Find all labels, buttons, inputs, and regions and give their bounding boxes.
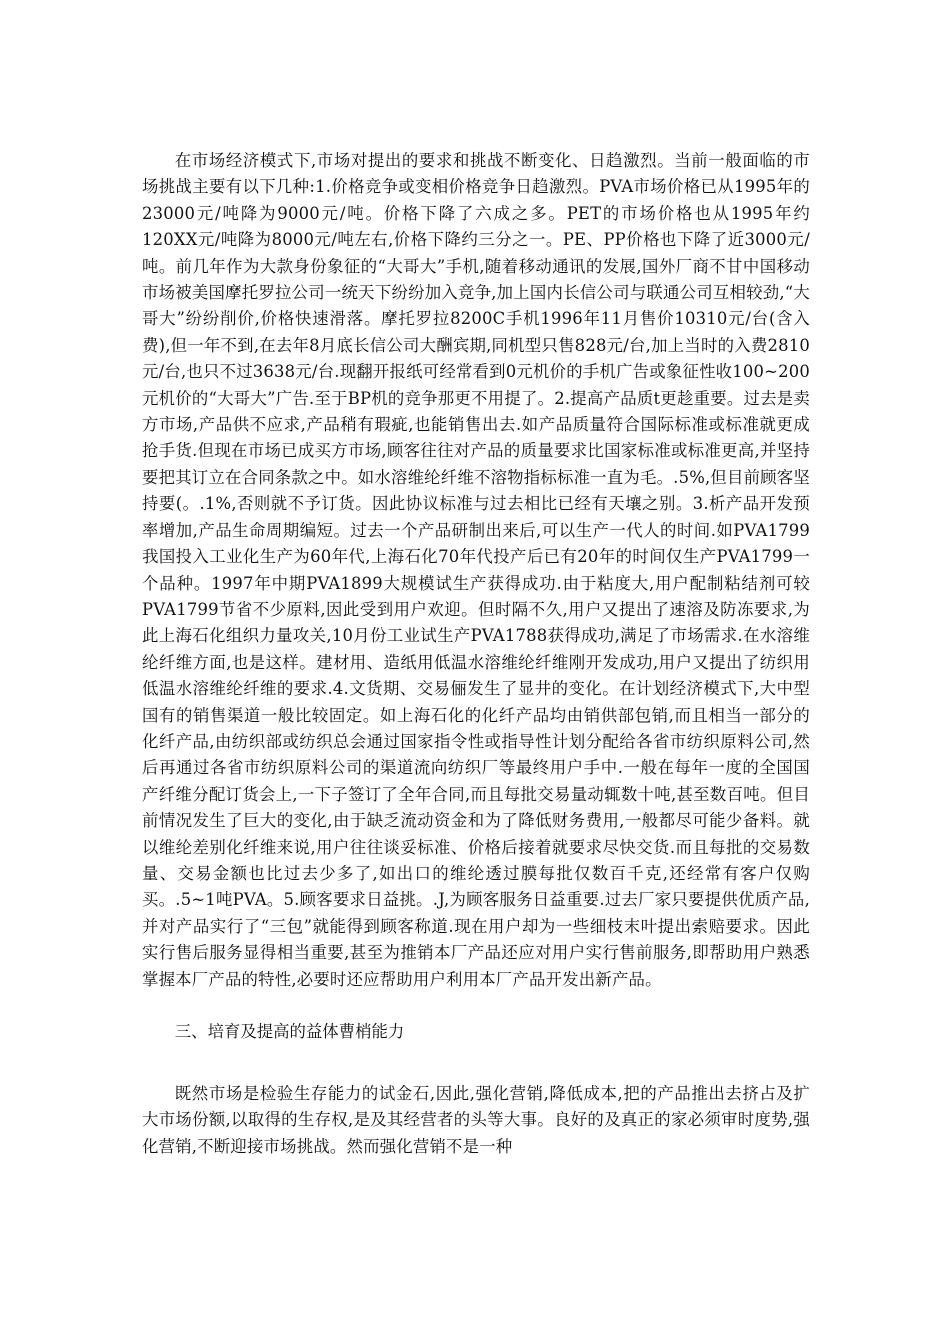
body-paragraph-market-challenges: 在市场经济模式下,市场对提出的要求和挑战不断变化、日趋激烈。当前一般面临的市场挑战主要有以下几种:1.价格竞争或变相价格竞争日趋激烈。PVA市场价格已从1995年的23000元/吨降为9000元/吨。价格下降了六成之多。PET的市场价格也从1995年约120XX元/吨降为8000元/吨左右,价格下降约三分之一。PE、PP价格也下降了近3000元/吨。前几年作为大款身份象征的“大哥大”手机,随着移动通讯的发展,国外厂商不甘中国移动市场被美国摩托罗拉公司一统天下纷纷加入竞争,加上国内长信公司与联通公司互相较劲,“大哥大”纷纷削价,价格快速滑落。摩托罗拉8200C手机1996年11月售价10310元/台(含入费),但一年不到,在去年8月底长信公司大酬宾期,同机型只售828元/台,加上当时的入费2810元/台,也只不过3638元/台.现翻开报纸可经常看到0元机价的手机广告或象征性收100~200元机价的“大哥大”广告.至于BP机的竞争那更不用提了。2.提高产品质t更趁重要。过去是卖方市场,产品供不应求,产品稍有瑕疵,也能销售出去.如产品质量符合国际标准或标准就更成抢手货.但现在市场已成买方市场,顾客往往对产品的质量要求比国家标准或标准更高,并坚持要把其订立在合同条款之中。如水溶维纶纤维不溶物指标标准一直为毛。.5%,但目前顾客坚持要(。.1%,否则就不予订货。因此协议标准与过去相比已经有天壤之别。3.析产品开发预率增加,产品生命周期编短。过去一个产品研制出来后,可以生产一代人的时间.如PVA1799我国投入工业化生产为60年代,上海石化70年代投产后已有20年的时间仅生产PVA1799一个品种。1997年中期PVA1899大规模试生产获得成功.由于粘度大,用户配制粘结剂可较PVA1799节省不少原料,因此受到用户欢迎。但时隔不久,用户又提出了速溶及防冻要求,为此上海石化组织力量攻关,10月份工业试生产PVA1788获得成功,满足了市场需求.在水溶维纶纤维方面,也是这样。建材用、造纸用低温水溶维纶纤维刚开发成功,用户又提出了纺织用低温水溶维纶纤维的要求.4.文货期、交易俪发生了显井的变化。在计划经济模式下,大中型国有的销售渠道一般比较固定。如上海石化的化纤产品均由销供部包销,而且相当一部分的化纤产品,由纺织部或纺织总会通过国家指令性或指导性计划分配给各省市纺织原料公司,然后再通过各省市纺织原料公司的渠道流向纺织厂等最终用户手中.一般在每年一度的全国国产纤维分配订货会上,一下子签订了全年合同,而且每批交易量动辄数十吨,甚至数百吨。但目前情况发生了巨大的变化,由于缺乏流动资金和为了降低财务费用,一般都尽可能少备料。就以维纶差别化纤维来说,用户往往谈妥标准、价格后接着就要求尽快交货.而且每批的交易数量、交易金额也比过去少多了,如出口的维纶透过膜每批仅数百千克,还经常有客户仅购买。.5~1吨PVA。5.顾客要求日益挑。.J,为顾客服务日益重要.过去厂家只要提供优质产品,并对产品实行了“三包”就能得到顾客称道.现在用户却为一些细枝末叶提出索赔要求。因此实行售后服务显得相当重要,甚至为推销本厂产品还应对用户实行售前服务,即帮助用户熟悉掌握本厂产品的特性,必要时还应帮助用户利用本厂产品开发出新产品。 xyxy=(142,151,810,989)
section-heading: 三、培育及提高的益体曹梢能力 xyxy=(174,1022,405,1041)
body-paragraph-marketing: 既然市场是检验生存能力的试金石,因此,强化营销,降低成本,把的产品推出去挤占及扩大市场份额,以取得的生存权,是及其经营者的头等大事。良好的及真正的家必须审时度势,强化营销,不断迎接市场挑战。然而强化营销不是一种 xyxy=(142,1084,810,1156)
